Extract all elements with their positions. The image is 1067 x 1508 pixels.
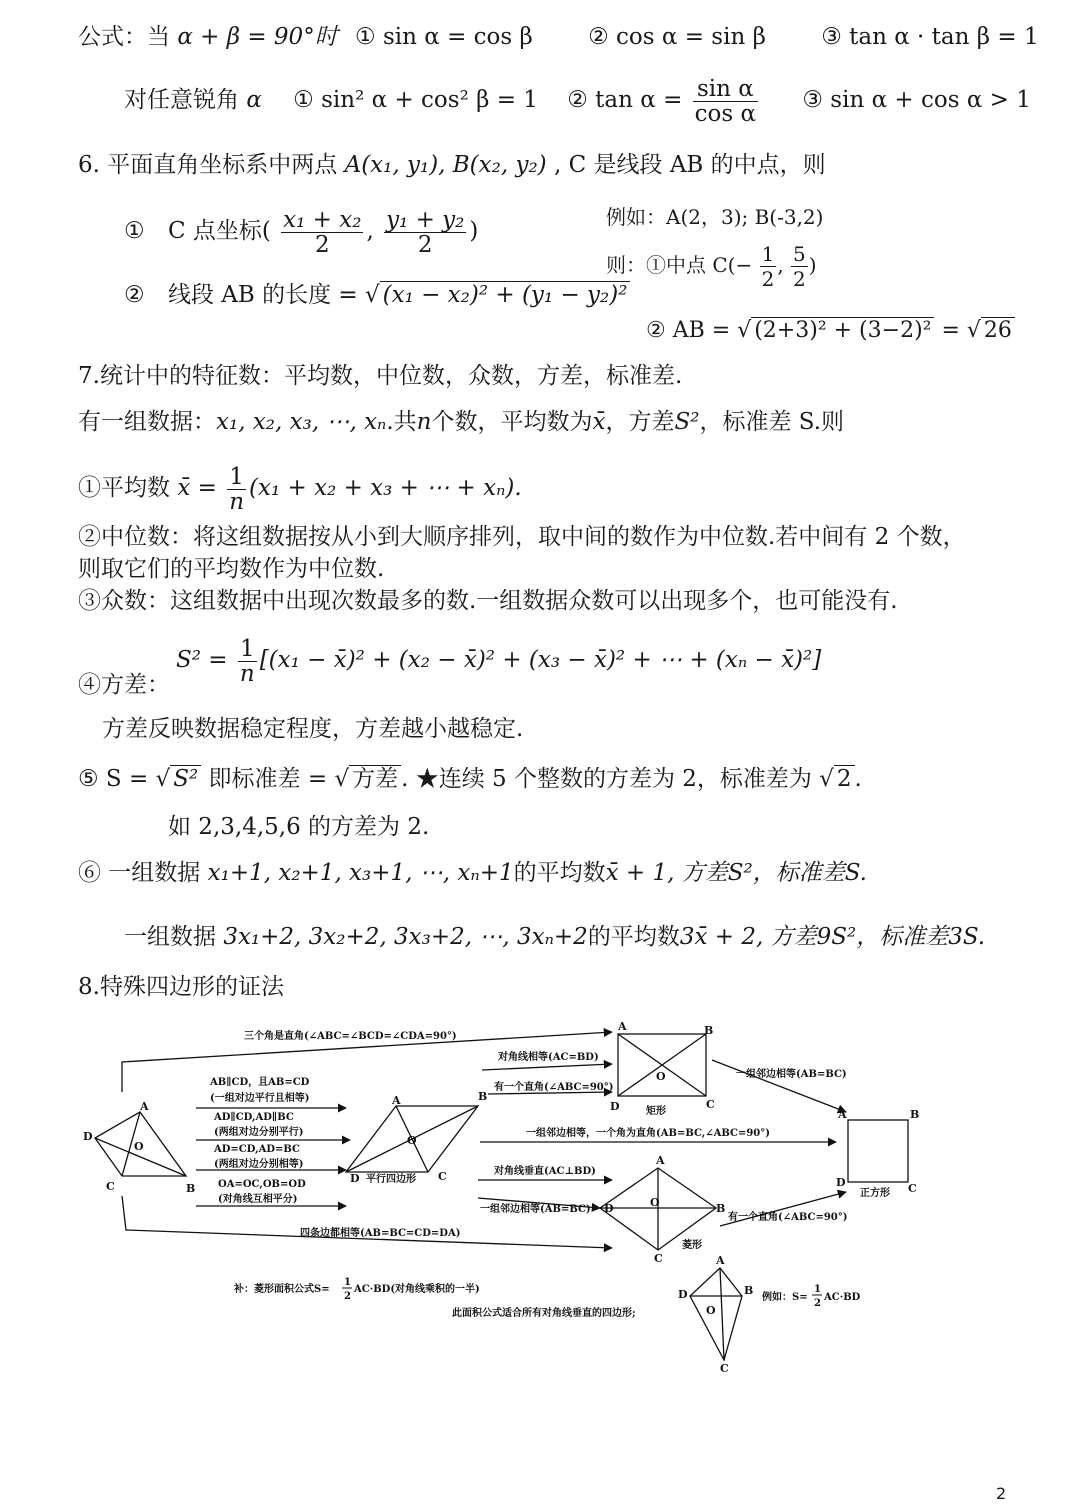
section-6-points: A(x₁, y₁), B(x₂, y₂) bbox=[344, 152, 547, 178]
std-d: . bbox=[854, 766, 862, 792]
variance-label: ④方差： bbox=[78, 672, 170, 698]
kite-pt-o: O bbox=[706, 1304, 716, 1317]
ex-frac1-num: 1 bbox=[761, 242, 775, 266]
variance-note: 方差反映数据稳定程度，方差越小越稳定. bbox=[102, 716, 524, 742]
ex-frac2-den: 2 bbox=[793, 267, 806, 291]
variance-den: n bbox=[239, 660, 255, 687]
parallelogram-label: 平行四边形 bbox=[366, 1174, 416, 1185]
to-rect-2-label: 有一个直角(∠ABC=90°) bbox=[494, 1082, 614, 1093]
ex-frac2-num: 5 bbox=[793, 242, 806, 266]
example-length-eq: = bbox=[941, 318, 960, 343]
rhombus-pt-a: A bbox=[656, 1154, 665, 1167]
formula-tan-lhs: ② tan α = bbox=[567, 87, 683, 113]
rhombus-pt-b: B bbox=[716, 1202, 726, 1215]
cond-2a: AD∥CD,AD∥BC bbox=[214, 1112, 294, 1123]
mean-num: 1 bbox=[227, 465, 246, 490]
kite-frac-den: 2 bbox=[814, 1298, 821, 1309]
top-arrow-label: 三个角是直角(∠ABC=∠BCD=∠CDA=90°) bbox=[244, 1031, 457, 1042]
tan-frac-numerator: sin α bbox=[693, 77, 758, 102]
supp-den: 2 bbox=[344, 1291, 351, 1302]
kite-pt-a: A bbox=[716, 1254, 725, 1267]
rhombus-pt-c: C bbox=[654, 1252, 663, 1265]
median-line-2: 则取它们的平均数作为中位数. bbox=[78, 556, 385, 582]
bottom-arrow-label: 四条边都相等(AB=BC=CD=DA) bbox=[300, 1228, 461, 1239]
para-pt-o: O bbox=[407, 1134, 417, 1147]
item6-c: x̄ + 1, 方差S²，标准差S. bbox=[605, 860, 867, 886]
item6b-c: 3x̄ + 2, 方差9S²，标准差3S. bbox=[679, 924, 986, 950]
cond-4b: (对角线互相平分) bbox=[218, 1194, 298, 1205]
para-pt-d: D bbox=[350, 1172, 360, 1185]
quad-pt-a: A bbox=[140, 1100, 149, 1113]
intro-e: ，标准差 S.则 bbox=[699, 409, 845, 435]
item6b-a: 一组数据 bbox=[124, 924, 216, 950]
formula-prefix: 公式：当 bbox=[78, 24, 170, 50]
section-6-tail: , C 是线段 AB 的中点，则 bbox=[553, 152, 826, 178]
intro-vars: x₁, x₂, x₃, ⋯, xₙ bbox=[216, 409, 387, 435]
formula-sum-gt-one: ③ sin α + cos α > 1 bbox=[802, 87, 1031, 113]
ex-comma: , bbox=[777, 253, 784, 277]
square-shape bbox=[848, 1120, 908, 1182]
formula-identity: ① sin² α + cos² β = 1 bbox=[293, 87, 538, 113]
rhombus-pt-d: D bbox=[604, 1202, 614, 1215]
ex-close: ) bbox=[808, 253, 817, 277]
square-pt-d: D bbox=[836, 1176, 846, 1189]
kite-shape bbox=[690, 1268, 742, 1360]
formula-cos-sin: ② cos α = sin β bbox=[588, 24, 766, 50]
intro-c: 个数，平均数为 bbox=[431, 409, 593, 435]
std-b: 即标准差 = bbox=[208, 766, 328, 792]
distance-formula: ② 线段 AB 的长度 = √ (x₁ − x₂)² + (y₁ − y₂)² bbox=[124, 280, 630, 310]
mean-rhs: (x₁ + x₂ + x₃ + ⋯ + xₙ). bbox=[249, 475, 522, 501]
median-line-1: ②中位数：将这组数据按从小到大顺序排列，取中间的数作为中位数.若中间有 2 个数， bbox=[78, 524, 966, 550]
section-6-heading: 6. 平面直角坐标系中两点 bbox=[78, 152, 338, 178]
midpoint-formula: ① C 点坐标( $\frac{\text{x₁ + x₂}}{2}$ , $\frac{\text{y₁ + y₂}}{2}$ ) bbox=[124, 206, 479, 258]
cond-1a: AB∥CD，且AB=CD bbox=[210, 1077, 310, 1088]
supp-text-a: 补：菱形面积公式S= bbox=[234, 1284, 330, 1295]
rectangle-label: 矩形 bbox=[646, 1106, 666, 1117]
formula-tan-product: ③ tan α · tan β = 1 bbox=[821, 24, 1039, 50]
distance-label: 线段 AB 的长度 = bbox=[167, 282, 358, 308]
example-length-prefix: ② AB = bbox=[646, 318, 731, 343]
std-rad-1: S² bbox=[170, 765, 201, 792]
midpoint-y-den: 2 bbox=[417, 231, 433, 258]
rect-pt-d: D bbox=[610, 1100, 620, 1113]
rect-pt-o: O bbox=[656, 1070, 666, 1083]
cond-3a: AD=CD,AD=BC bbox=[214, 1144, 300, 1155]
cond-3b: (两组对边分别相等) bbox=[214, 1159, 304, 1170]
kite-example-b: AC·BD bbox=[824, 1292, 861, 1303]
kite-pt-b: B bbox=[744, 1284, 754, 1297]
para-pt-a: A bbox=[392, 1094, 401, 1107]
arrow-rect-square bbox=[712, 1060, 846, 1112]
mode-line: ③众数：这组数据中出现次数最多的数.一组数据众数可以出现多个，也可能没有. bbox=[78, 588, 898, 614]
kite-frac-num: 1 bbox=[814, 1284, 821, 1295]
mean-lhs: x̄ = bbox=[177, 475, 217, 501]
item6b-vars: 3x₁+2, 3x₂+2, 3x₃+2, ⋯, 3xₙ+2 bbox=[223, 924, 588, 950]
to-rect-1-label: 对角线相等(AC=BD) bbox=[498, 1052, 599, 1063]
square-label: 正方形 bbox=[860, 1188, 890, 1199]
mean-den: n bbox=[229, 488, 245, 515]
mean-label: ①平均数 bbox=[78, 475, 170, 501]
ex-frac1-den: 2 bbox=[761, 267, 775, 291]
example-length-radicand: (2+3)² + (3−2)² bbox=[751, 317, 934, 343]
item6-vars: x₁+1, x₂+1, x₃+1, ⋯, xₙ+1 bbox=[207, 860, 514, 886]
midpoint-label: C 点坐标 bbox=[167, 218, 262, 244]
std-c: . ★连续 5 个整数的方差为 2，标准差为 bbox=[401, 766, 812, 792]
cond-1b: (一组对边平行且相等) bbox=[210, 1093, 310, 1104]
rect-pt-a: A bbox=[618, 1020, 627, 1033]
example-midpoint-prefix: 则：①中点 C(− bbox=[606, 253, 753, 277]
kite-diagonal-1 bbox=[720, 1268, 724, 1360]
quad-pt-d: D bbox=[83, 1130, 93, 1143]
square-pt-c: C bbox=[908, 1182, 917, 1195]
intro-n: n bbox=[416, 409, 432, 435]
example-length: ② AB = √ (2+3)² + (3−2)² = √ 26 bbox=[646, 316, 1015, 346]
supp-note: 此面积公式适合所有对角线垂直的四边形; bbox=[452, 1308, 636, 1319]
quad-pt-o: O bbox=[134, 1140, 144, 1153]
std-rad-3: 2 bbox=[834, 765, 855, 792]
intro-a: 有一组数据： bbox=[78, 409, 216, 435]
quad-pt-c: C bbox=[106, 1180, 115, 1193]
cond-2b: (两组对边分别平行) bbox=[214, 1127, 304, 1138]
variance-lhs: S² = bbox=[176, 647, 228, 673]
item-1-label: ① bbox=[124, 218, 145, 244]
page-number: 2 bbox=[996, 1484, 1007, 1503]
rect-pt-c: C bbox=[706, 1098, 715, 1111]
formula-condition: α + β = 90°时 bbox=[177, 24, 338, 50]
para-pt-c: C bbox=[438, 1170, 447, 1183]
kite-pt-d: D bbox=[678, 1288, 688, 1301]
example-title: 例如：A(2，3); B(-3,2) bbox=[606, 205, 824, 229]
midpoint-x-den: 2 bbox=[314, 231, 330, 258]
cond-4a: OA=OC,OB=OD bbox=[218, 1179, 306, 1190]
variance-example: 如 2,3,4,5,6 的方差为 2. bbox=[168, 814, 430, 840]
supp-num: 1 bbox=[344, 1277, 351, 1288]
midpoint-x-num: x₁ + x₂ bbox=[283, 206, 362, 233]
kite-pt-c: C bbox=[720, 1362, 729, 1375]
kite-example-a: 例如：S= bbox=[762, 1292, 808, 1303]
rhombus-label: 菱形 bbox=[682, 1240, 702, 1251]
intro-b: .共 bbox=[386, 409, 417, 435]
to-rhombus-2-label: 一组邻边相等(AB=BC) bbox=[480, 1204, 591, 1215]
section-8-title: 8.特殊四边形的证法 bbox=[78, 974, 284, 1000]
example-length-result: 26 bbox=[981, 317, 1015, 343]
std-a: ⑤ S = bbox=[78, 766, 149, 792]
intro-xbar: x̄ bbox=[592, 409, 606, 435]
to-rhombus-1-label: 对角线垂直(AC⊥BD) bbox=[494, 1166, 596, 1177]
arrow-para-rect-1 bbox=[482, 1064, 612, 1070]
acute-angle-var: α bbox=[246, 87, 262, 113]
item6b-b: 的平均数 bbox=[587, 924, 680, 950]
tan-frac-denominator: cos α bbox=[694, 100, 757, 127]
to-square-label: 一组邻边相等，一个角为直角(AB=BC,∠ABC=90°) bbox=[526, 1128, 770, 1139]
item6-a: ⑥ 一组数据 bbox=[78, 860, 201, 886]
para-pt-b: B bbox=[478, 1090, 488, 1103]
distance-radicand: (x₁ − x₂)² + (y₁ − y₂)² bbox=[380, 281, 631, 308]
intro-s2: S² bbox=[674, 409, 700, 435]
supp-text-b: AC·BD(对角线乘积的一半) bbox=[354, 1284, 480, 1295]
std-rad-2: 方差 bbox=[349, 765, 401, 792]
variance-rhs: [(x₁ − x̄)² + (x₂ − x̄)² + (x₃ − x̄)² + ⋯ + (xₙ − x̄)²] bbox=[259, 647, 822, 673]
square-pt-a: A bbox=[838, 1108, 847, 1121]
section-7-title: 7.统计中的特征数：平均数，中位数，众数，方差，标准差. bbox=[78, 363, 683, 389]
std-dev-line: ⑤ S = √ S² 即标准差 = √ 方差 . ★连续 5 个整数的方差为 2，标准差为 √ 2 . bbox=[78, 766, 862, 792]
rhombus-square-label: 有一个直角(∠ABC=90°) bbox=[728, 1212, 848, 1223]
quad-pt-b: B bbox=[186, 1182, 196, 1195]
rect-pt-b: B bbox=[704, 1024, 714, 1037]
variance-num: 1 bbox=[238, 637, 257, 662]
intro-d: ，方差 bbox=[605, 409, 675, 435]
rhombus-pt-o: O bbox=[650, 1196, 660, 1209]
midpoint-y-num: y₁ + y₂ bbox=[386, 206, 465, 233]
acute-angle-prefix: 对任意锐角 bbox=[124, 87, 239, 113]
item6-b: 的平均数 bbox=[513, 860, 606, 886]
item-2-label: ② bbox=[124, 282, 145, 308]
formula-sin-cos: ① sin α = cos β bbox=[355, 24, 533, 50]
rect-square-label: 一组邻边相等(AB=BC) bbox=[736, 1069, 847, 1080]
square-pt-b: B bbox=[910, 1108, 920, 1121]
